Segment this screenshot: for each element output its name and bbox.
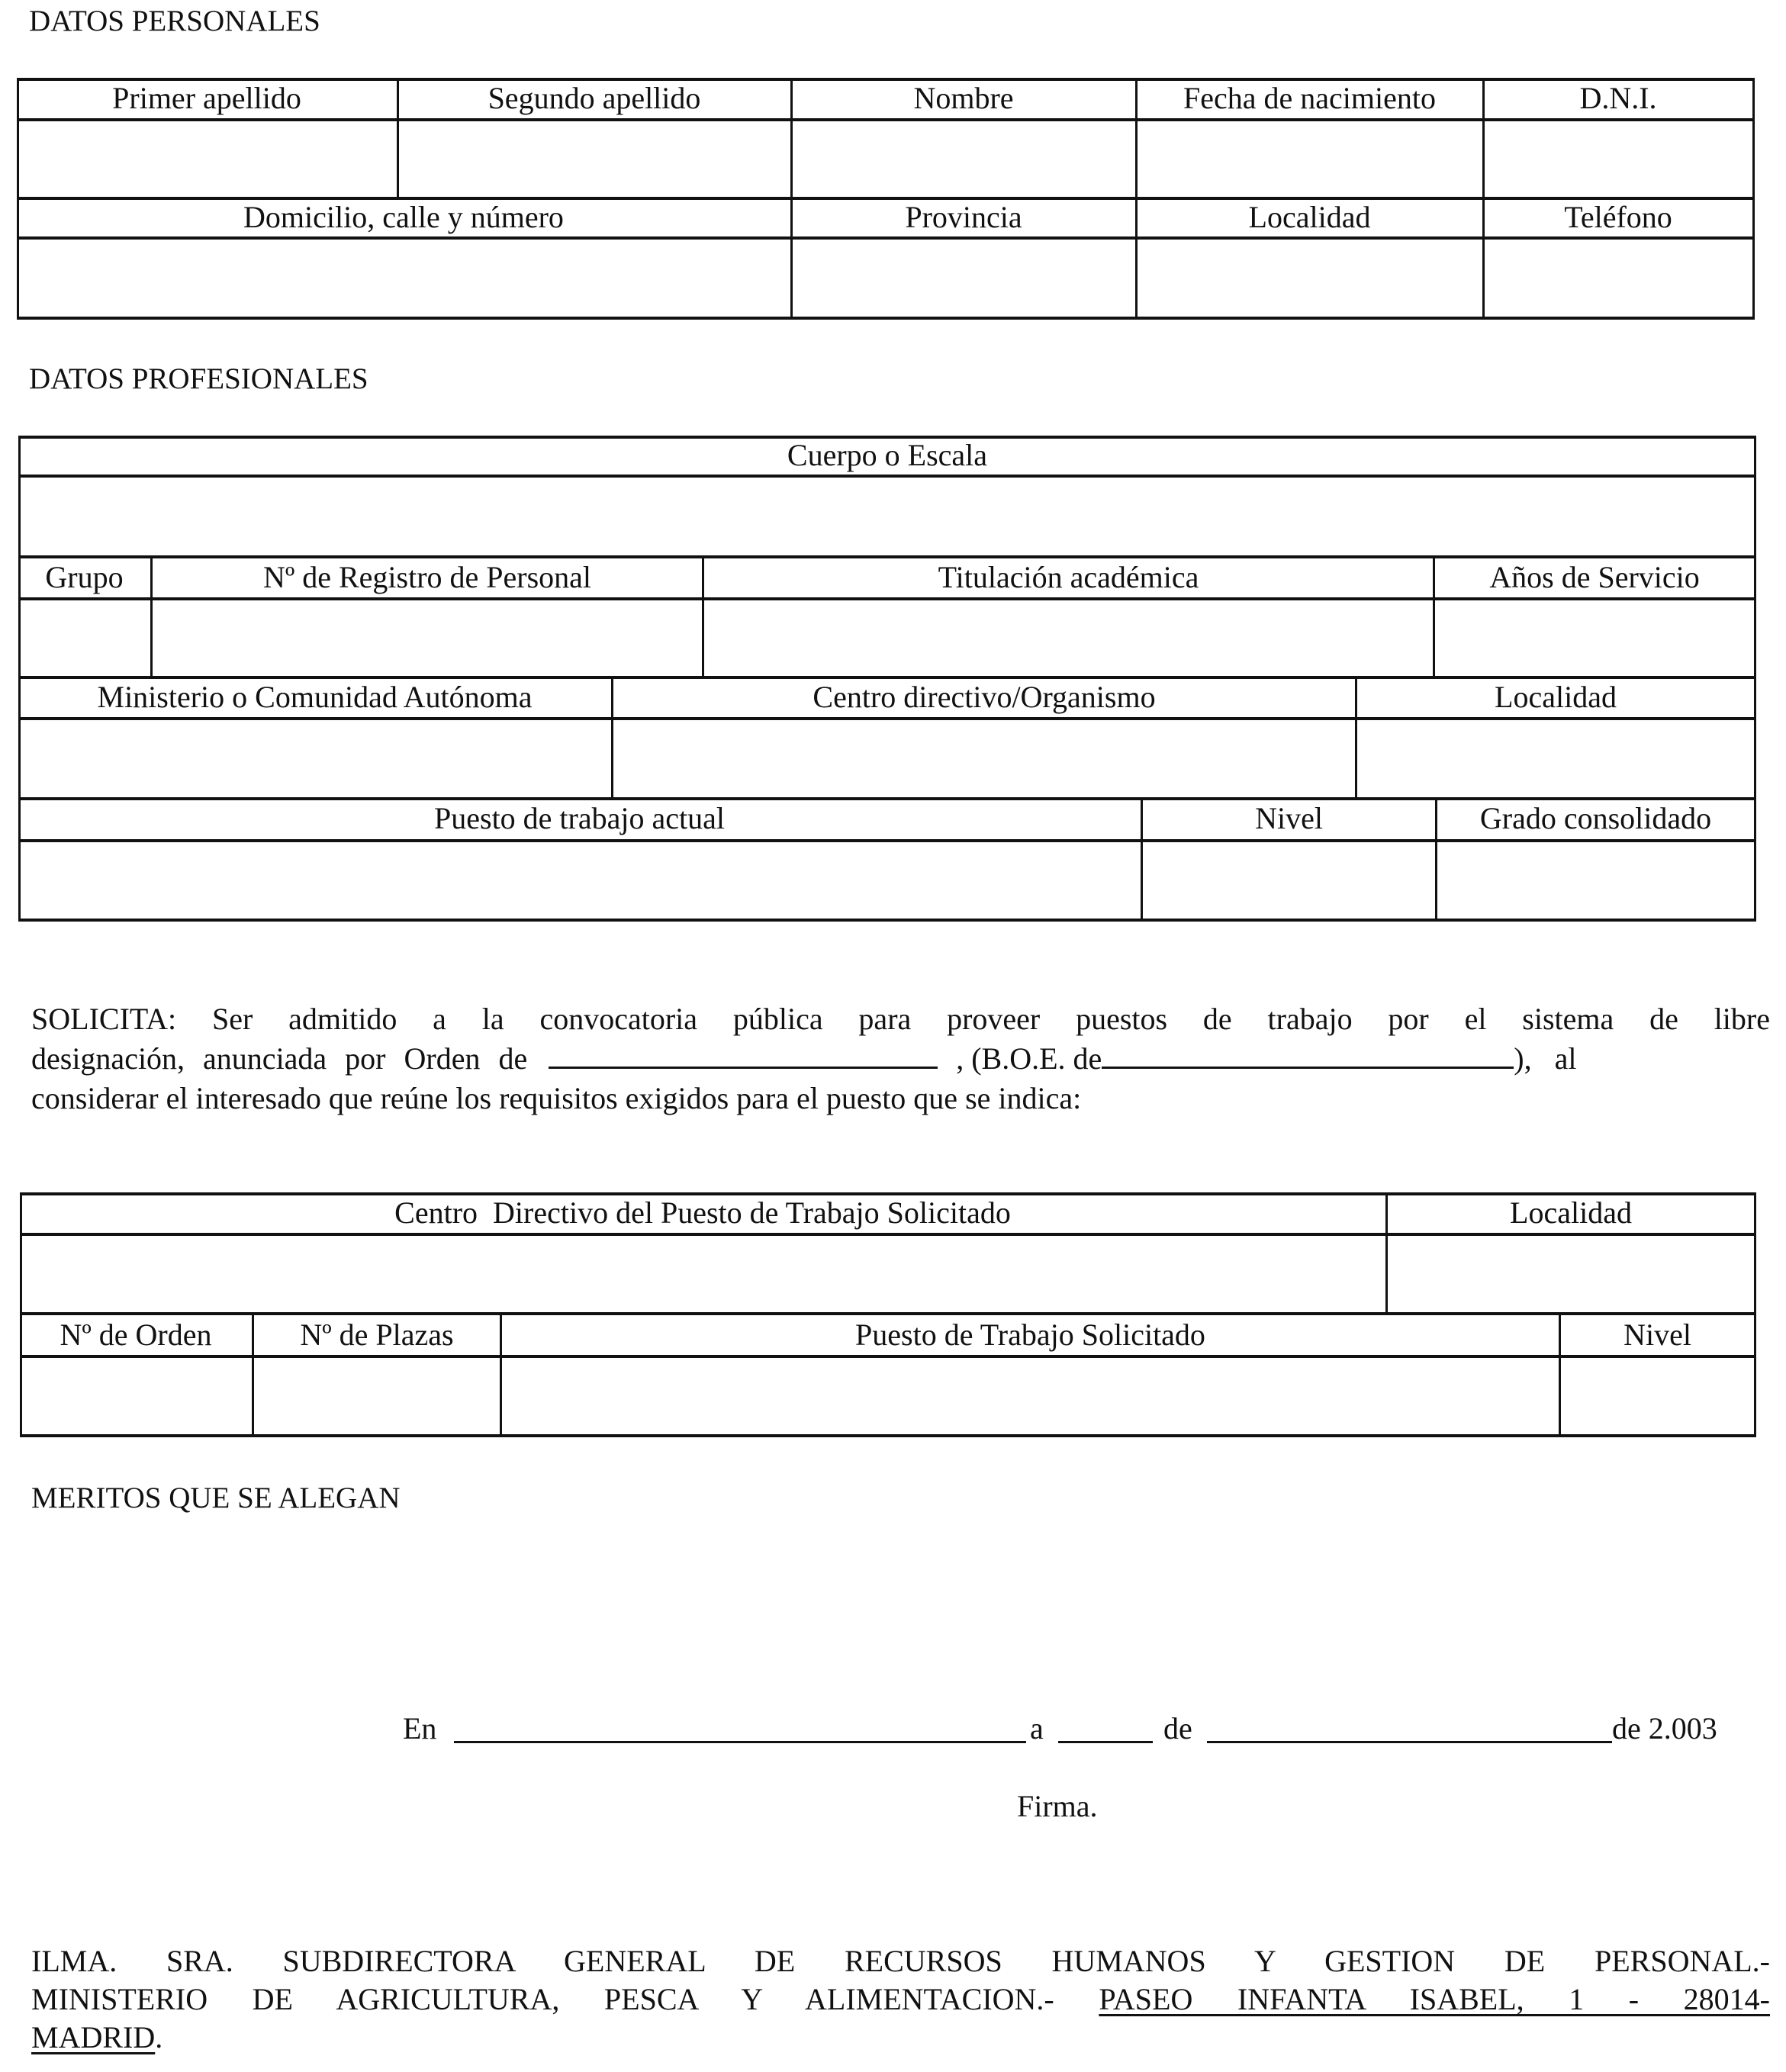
puesto-solicitado-field[interactable] [502,1358,1559,1434]
header-provincia: Provincia [905,200,1022,234]
header-ministerio: Ministerio o Comunidad Autónoma [97,680,533,714]
header-anos-servicio: Años de Servicio [1489,560,1700,594]
personal-data-heading: DATOS PERSONALES [29,5,320,37]
numero-orden-field[interactable] [22,1358,252,1434]
header-puesto-solicitado: Puesto de Trabajo Solicitado [855,1318,1205,1352]
header-fecha-nacimiento: Fecha de nacimiento [1183,81,1436,115]
header-titulacion: Titulación académica [938,560,1199,594]
solicita-line-2-c: ), al [1514,1041,1577,1076]
header-nivel-solicitado: Nivel [1623,1318,1691,1352]
header-grado-consolidado: Grado consolidado [1479,801,1712,835]
header-numero-orden: Nº de Orden [60,1318,212,1352]
footer-period: . [155,2020,163,2054]
registro-personal-field[interactable] [153,600,702,676]
month-blank[interactable] [1207,1741,1612,1743]
footer-city: MADRID [31,2020,156,2054]
solicita-line-2 [31,1039,1770,1079]
header-telefono: Teléfono [1564,200,1672,234]
header-localidad-profesional: Localidad [1495,680,1617,714]
table-border [1752,78,1755,320]
header-segundo-apellido: Segundo apellido [488,81,701,115]
en-label: En [403,1711,437,1745]
localidad-profesional-field[interactable] [1357,720,1754,797]
titulacion-field[interactable] [704,600,1433,676]
telefono-field[interactable] [1485,240,1752,317]
solicita-line-2-b: , (B.O.E. de [956,1041,1102,1076]
segundo-apellido-field[interactable] [399,121,790,197]
numero-plazas-field[interactable] [254,1358,500,1434]
header-nombre: Nombre [913,81,1014,115]
table-border [20,1434,1756,1437]
footer-line-3 [31,2018,163,2058]
footer-line-1: ILMA. SRA. SUBDIRECTORA GENERAL DE RECURSOS HUMANOS Y GESTION DE PERSONAL.- [31,1944,1770,1978]
a-label: a [1030,1711,1044,1745]
localidad-solicitada-field[interactable] [1388,1236,1754,1312]
cuerpo-escala-field[interactable] [21,478,1754,555]
dni-field[interactable] [1485,121,1752,197]
nombre-field[interactable] [793,121,1135,197]
header-numero-plazas: Nº de Plazas [300,1318,454,1352]
orden-date-blank[interactable] [549,1044,938,1069]
professional-data-heading: DATOS PROFESIONALES [29,362,368,395]
footer-line-2-plain: MINISTERIO DE AGRICULTURA, PESCA Y ALIMENTACION.- [31,1982,1099,2016]
merits-heading: MERITOS QUE SE ALEGAN [31,1482,401,1514]
solicita-line-1: SOLICITA: Ser admitido a la convocatoria pública para proveer puestos de trabajo por el sistema de libre [31,1002,1770,1036]
boe-date-blank[interactable] [1102,1044,1514,1069]
centro-directivo-field[interactable] [613,720,1355,797]
localidad-field[interactable] [1138,240,1482,317]
primer-apellido-field[interactable] [19,121,397,197]
firma-label: Firma. [1017,1789,1098,1823]
grado-consolidado-field[interactable] [1437,842,1754,919]
header-cuerpo-escala: Cuerpo o Escala [787,438,988,472]
nivel-field[interactable] [1143,842,1435,919]
header-centro-directivo: Centro directivo/Organismo [813,680,1156,714]
solicita-line-3: considerar el interesado que reúne los requisitos exigidos para el puesto que se indica: [31,1081,1082,1115]
merits-area[interactable] [31,1526,1755,1694]
header-puesto-actual: Puesto de trabajo actual [434,801,725,835]
anos-servicio-field[interactable] [1435,600,1754,676]
puesto-actual-field[interactable] [21,842,1141,919]
header-registro-personal: Nº de Registro de Personal [262,560,592,594]
provincia-field[interactable] [793,240,1135,317]
header-localidad-solicitada: Localidad [1510,1195,1632,1230]
table-border [1754,436,1756,922]
solicita-line-2-a: designación, anunciada por Orden de [31,1041,528,1076]
header-nivel: Nivel [1255,801,1323,835]
header-dni: D.N.I. [1579,81,1657,115]
header-grupo: Grupo [45,560,124,594]
footer-address: PASEO INFANTA ISABEL, 1 - 28014- [1099,1982,1770,2016]
centro-directivo-solicitado-field[interactable] [22,1236,1385,1312]
ministerio-field[interactable] [21,720,611,797]
de-label: de [1163,1711,1192,1745]
header-centro-directivo-solicitado: Centro Directivo del Puesto de Trabajo Solicitado [394,1195,1011,1230]
header-primer-apellido: Primer apellido [112,81,301,115]
nivel-solicitado-field[interactable] [1561,1358,1754,1434]
place-blank[interactable] [454,1741,1026,1743]
domicilio-field[interactable] [19,240,790,317]
year-label: de 2.003 [1612,1711,1717,1745]
footer-line-2 [31,1980,1770,2019]
header-domicilio: Domicilio, calle y número [243,200,564,234]
header-localidad: Localidad [1248,200,1371,234]
day-blank[interactable] [1058,1741,1153,1743]
table-border [1754,1192,1756,1437]
grupo-field[interactable] [21,600,150,676]
table-border [18,919,1756,922]
table-border [17,317,1755,320]
fecha-nacimiento-field[interactable] [1138,121,1482,197]
